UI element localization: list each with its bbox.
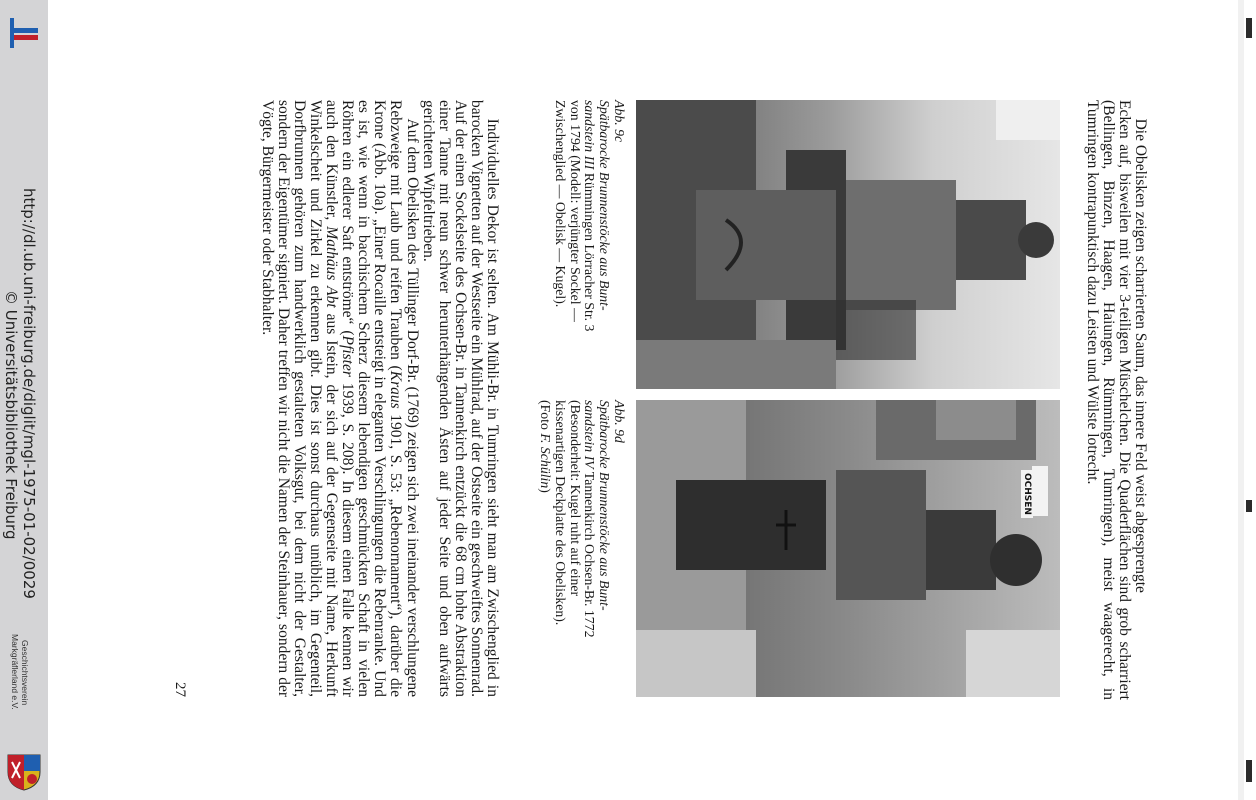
coat-of-arms-icon: [4, 752, 44, 792]
society-name-line2: Markgräflerland e.V.: [10, 634, 20, 710]
caption-9d: [537, 400, 626, 696]
viewer-sidebar: [0, 0, 48, 800]
photo-fountain-9d: [636, 400, 1060, 697]
caption-9d-title2: sandstein IV: [582, 400, 598, 469]
caption-9c-text1: Rümmingen Lörracher Str. 3: [582, 172, 598, 332]
paragraph-tuellingen-obelisk: Auf dem Obelisken des Tüllinger Dorf-Br. (1769) zeigen sich zwei ineinander verschlungene Rebzweige mit Laub und reifen Trauben (Kraus 1901, S. 53: „Rebenornament“), darüber die Krone (Abb. 10a). „Einer Rocaille entsteigt in eleganten Verschlingungen die Rebenranke. Und es ist, wie wenn in bacchischem Scherz diesem lebendigen geschmückten Schaft in vielen Röhren ein edlerer Saft entströme“ (Pfister 1939, S. 208). In diesem einen Falle kennen wir auch den Künstler, Mathäus Abt aus Istein, der sich auf der Gegenseite mit Name, Herkunft Winkelscheit und Zirkel zu erkennen gibt. Dies ist sonst durchaus unüblich, im Gegenteil, Dorfbrunnen gehören zum handwerklich gestalteten Volksgut, bei dem nicht der Gestalter, sondern der Eigentümer signiert. Daher treffen wir nicht die Namen der Steinhauer, sondern der Vögte, Bürgermeister oder Stabhalter.: [258, 100, 421, 698]
top-paragraph-rest: Ecken auf, bisweilen mit vier 3-teiligen Müschelchen. Die Quaderflächen sind grob scharriert (Bellingen, Binzen, Haagen, Haiungen, Rümmingen, Tumringen), meist waagerecht, in Tumringen kontrapunktisch dazu Leisten und Wülste lotrecht.: [1083, 100, 1133, 700]
caption-9c-text3: Zwischenglied — Obelisk — Kugel).: [552, 100, 568, 308]
caption-9c: [552, 100, 626, 390]
page-edge: [1238, 0, 1244, 800]
author-pfister: Pfister: [339, 335, 357, 377]
photo-sign-ochsen: OCHSEN: [1021, 470, 1033, 518]
caption-9d-title: Spätbarocke Brunnenstöcke aus Bunt-: [597, 400, 613, 611]
source-url[interactable]: http://dl.ub.uni-freiburg.de/diglit/mgl-1975-01-02/0029: [20, 188, 38, 599]
caption-9d-label: Abb. 9d: [612, 400, 627, 443]
top-paragraph-first-line: Die Obelisken zeigen scharrierten Saum, das innere Feld weist abgesprengte: [1132, 118, 1149, 593]
photo-credit-name: F. Schülin: [538, 433, 554, 489]
photo-credit-suffix: ): [538, 488, 554, 493]
body-text: [200, 100, 500, 697]
copyright-line: © Universitätsbibliothek Freiburg: [2, 290, 20, 540]
page-edge-mark: [1246, 18, 1252, 38]
page-edge-mark: [1246, 500, 1252, 512]
top-paragraph: [1068, 100, 1148, 700]
artist-mathaeus-abt: Mathäus Abt: [323, 226, 341, 308]
paragraph-individual-decor: Individuelles Dekor ist selten. Am Mühli-Br. in Tumringen sieht man am Zwischenglied in barocken Vignetten auf der Westseite ein Mühlrad, auf der Ostseite ein geschweiftes Sonnenrad. Auf der einen Sockelseite des Ochsen-Br. in Tannenkirch entzückt die 68 cm hohe Abstraktion einer Tanne mit neun schwer herunterhängenden Ästen auf jeder Seite und oben aufwärts gerichteten Wipfeltrieben.: [419, 100, 501, 697]
caption-9c-text2: von 1794 (Modell: verjüngter Sockel —: [567, 100, 583, 322]
caption-9c-label: Abb. 9c: [612, 100, 627, 143]
caption-9c-title: Spätbarocke Brunnenstöcke aus Bunt-: [597, 100, 613, 311]
caption-9d-text3: kissenartigen Deckplatte des Obelisken).: [552, 400, 568, 626]
page-number: 27: [172, 682, 188, 697]
caption-9d-text1: Tannenkirch Ochsen-Br. 1772: [582, 471, 598, 638]
society-name-line1: Geschichtsverein: [20, 640, 30, 706]
caption-9d-text2: (Besonderheit: Kugel ruht auf einer: [567, 400, 583, 597]
photo-credit-prefix: (Foto: [538, 400, 554, 434]
author-kraus: Kraus: [387, 370, 405, 409]
caption-9c-title2: sandstein III: [582, 100, 598, 170]
photo-fountain-9c: [636, 100, 1060, 389]
page-edge-mark: [1246, 760, 1252, 782]
